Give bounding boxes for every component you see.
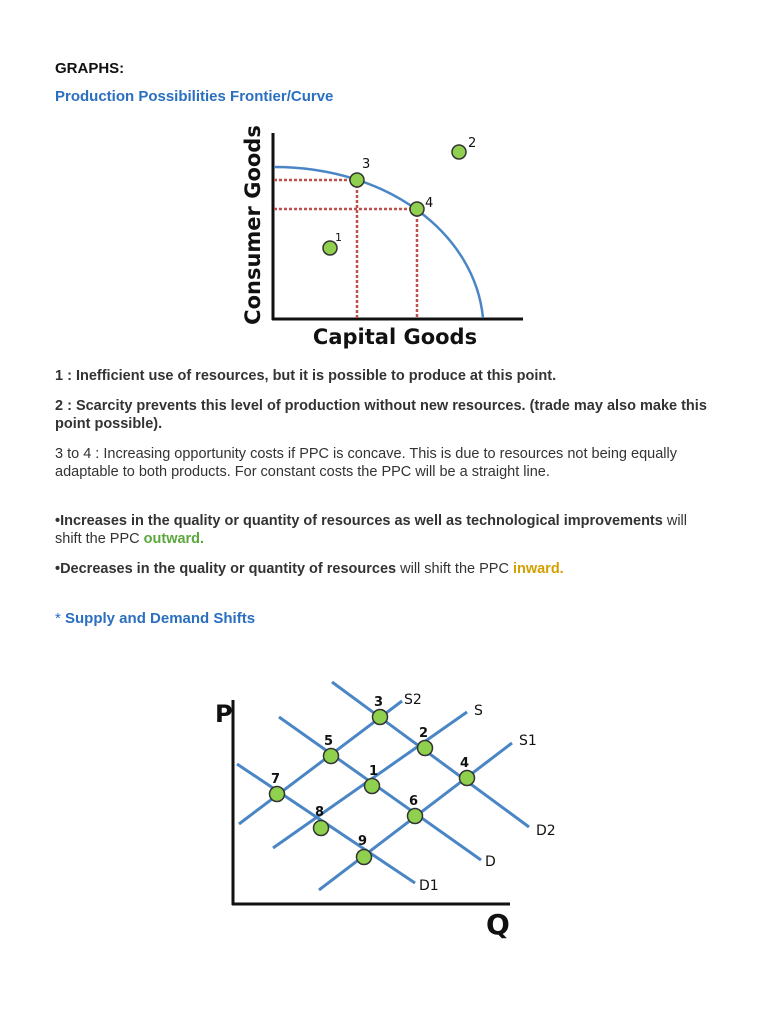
sd-label-d2: D2 xyxy=(536,823,556,839)
sd-label-s1: S1 xyxy=(519,733,537,749)
sd-label-1: 1 xyxy=(369,764,379,779)
ppf-curve xyxy=(274,167,483,318)
ppf-label-1: 1 xyxy=(335,231,342,244)
sd-point-5 xyxy=(324,749,339,764)
note-inward-word: inward. xyxy=(512,561,564,577)
sd-point-4 xyxy=(460,771,475,786)
sd-label-2: 2 xyxy=(419,726,429,741)
ppf-label-3: 3 xyxy=(362,157,371,172)
sd-point-6 xyxy=(408,809,423,824)
sd-section-title xyxy=(55,610,255,627)
sd-label-3: 3 xyxy=(374,695,384,710)
ppf-point-4 xyxy=(410,202,424,216)
sd-label-9: 9 xyxy=(358,834,368,849)
sd-label-d: D xyxy=(485,854,496,870)
sd-ylabel: P xyxy=(215,700,233,728)
supply-demand-chart xyxy=(205,670,565,945)
sd-label-d1: D1 xyxy=(419,878,439,894)
note-inward-shift xyxy=(55,560,715,578)
ppf-point-2 xyxy=(452,145,466,159)
note-inward-bold: •Decreases in the quality or quantity of resources xyxy=(55,561,397,577)
sd-label-7: 7 xyxy=(271,772,281,787)
sd-title-star: * xyxy=(55,610,66,627)
page-heading: GRAPHS: xyxy=(55,60,125,77)
note-point-2: 2 : Scarcity prevents this level of production without new resources. (trade may also make this point possible). xyxy=(55,398,707,432)
ppf-point-3 xyxy=(350,173,364,187)
ppf-label-2: 2 xyxy=(468,136,477,151)
sd-point-2 xyxy=(418,741,433,756)
sd-xlabel: Q xyxy=(486,908,510,941)
ppf-ylabel: Consumer Goods xyxy=(241,125,265,325)
sd-label-s2: S2 xyxy=(404,692,422,708)
sd-label-6: 6 xyxy=(409,794,419,809)
sd-label-5: 5 xyxy=(324,734,334,749)
note-outward-word: outward. xyxy=(143,531,205,547)
sd-label-4: 4 xyxy=(460,756,470,771)
sd-label-8: 8 xyxy=(315,805,325,820)
sd-point-3 xyxy=(373,710,388,725)
sd-point-9 xyxy=(357,850,372,865)
sd-point-7 xyxy=(270,787,285,802)
note-point-1: 1 : Inefficient use of resources, but it is possible to produce at this point. xyxy=(55,368,557,384)
note-points-3-4: 3 to 4 : Increasing opportunity costs if PPC is concave. This is due to resources not being equally adaptable to both products. For constant costs the PPC will be a straight line. xyxy=(55,446,677,480)
ppf-label-4: 4 xyxy=(425,196,434,211)
sd-point-1 xyxy=(365,779,380,794)
note-outward-text: will shift the PPC xyxy=(55,513,687,547)
sd-point-8 xyxy=(314,821,329,836)
note-outward-shift xyxy=(55,512,715,548)
note-inward-text: will shift the PPC xyxy=(396,561,513,577)
ppf-xlabel: Capital Goods xyxy=(312,325,478,349)
sd-label-s: S xyxy=(474,703,483,719)
ppf-section-title: Production Possibilities Frontier/Curve xyxy=(55,88,334,105)
sd-title-text: Supply and Demand Shifts xyxy=(65,610,256,627)
ppf-chart xyxy=(230,125,530,355)
note-outward-bold: •Increases in the quality or quantity of resources as well as technological improvements xyxy=(55,513,663,529)
